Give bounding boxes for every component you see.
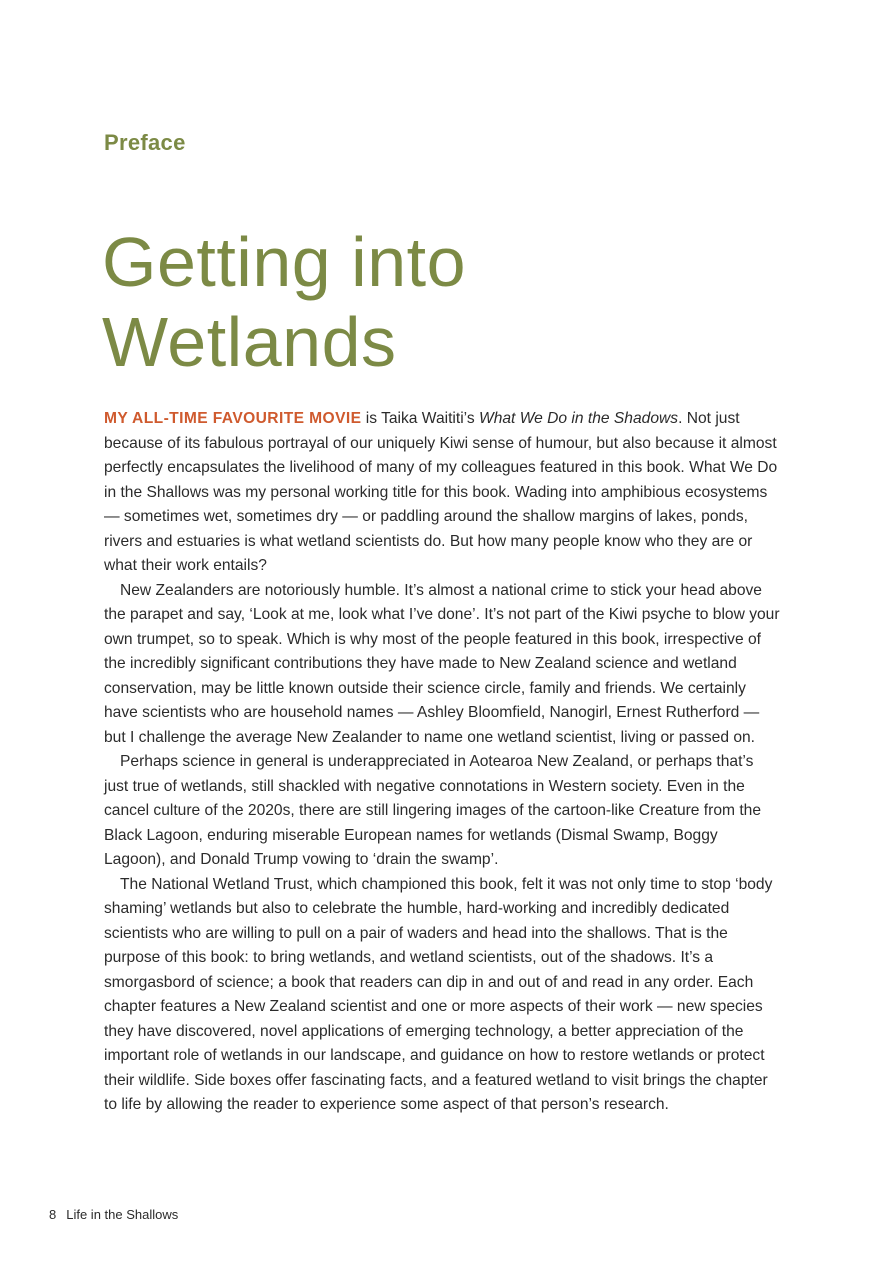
chapter-title-line-1: Getting into — [102, 223, 466, 301]
chapter-title — [102, 222, 466, 382]
section-kicker: Preface — [104, 130, 186, 155]
body-text — [104, 407, 780, 1118]
chapter-title-line-2: Wetlands — [102, 303, 397, 381]
paragraph-2: New Zealanders are notoriously humble. It’s almost a national crime to stick your head above the parapet and say, ‘Look at me, look what I’ve done’. It’s not part of the Kiwi psyche to blow your own trumpet, so to speak. Which is why most of the people featured in this book, irrespective of the incredibly significant contributions they have made to New Zealand science and wetland conservation, may be little known outside their science circle, family and friends. We certainly have scientists who are household names — Ashley Bloomfield, Nanogirl, Ernest Rutherford — but I challenge the average New Zealander to name one wetland scientist, living or passed on. — [104, 581, 780, 746]
paragraph-1-text-b: . Not just because of its fabulous portrayal of our uniquely Kiwi sense of humour, but also because it almost perfectly encapsulates the livelihood of many of my colleagues featured in this book. What We Do in the Shallows was my personal working title for this book. Wading into amphibious ecosystems — sometimes wet, sometimes dry — or paddling around the shallow margins of lakes, ponds, rivers and estuaries is what wetland scientists do. But how many people know who they are or what their work entails? — [104, 410, 778, 574]
page-number: 8 — [49, 1207, 57, 1222]
paragraph-3: Perhaps science in general is underappreciated in Aotearoa New Zealand, or perhaps that’s just true of wetlands, still shackled with negative connotations in Western society. Even in the cancel culture of the 2020s, there are still lingering images of the cartoon-like Creature from the Black Lagoon, enduring miserable European names for wetlands (Dismal Swamp, Boggy Lagoon), and Donald Trump vowing to ‘drain the swamp’. — [104, 753, 762, 868]
running-title: Life in the Shallows — [66, 1207, 179, 1222]
paragraph-1-text-a: is Taika Waititi’s — [361, 410, 479, 427]
lead-in-caps: MY ALL-TIME FAVOURITE MOVIE — [104, 410, 362, 427]
paragraph-1 — [104, 407, 780, 579]
movie-title: What We Do in the Shadows — [478, 410, 679, 427]
paragraph-4: The National Wetland Trust, which championed this book, felt it was not only time to stop ‘body shaming’ wetlands but also to celebrate the humble, hard-working and incredibly dedicated scientists who are willing to pull on a pair of waders and head into the shallows. That is the purpose of this book: to bring wetlands, and wetland scientists, out of the shadows. It’s a smorgasbord of science; a book that readers can dip in and out of and read in any order. Each chapter features a New Zealand scientist and one or more aspects of their work — new species they have discovered, novel applications of emerging technology, a better appreciation of the important role of wetlands in our landscape, and guidance on how to restore wetlands or protect their wildlife. Side boxes offer fascinating facts, and a featured wetland to visit brings the chapter to life by allowing the reader to experience some aspect of that person’s research. — [104, 875, 773, 1113]
page-footer — [49, 1207, 178, 1222]
